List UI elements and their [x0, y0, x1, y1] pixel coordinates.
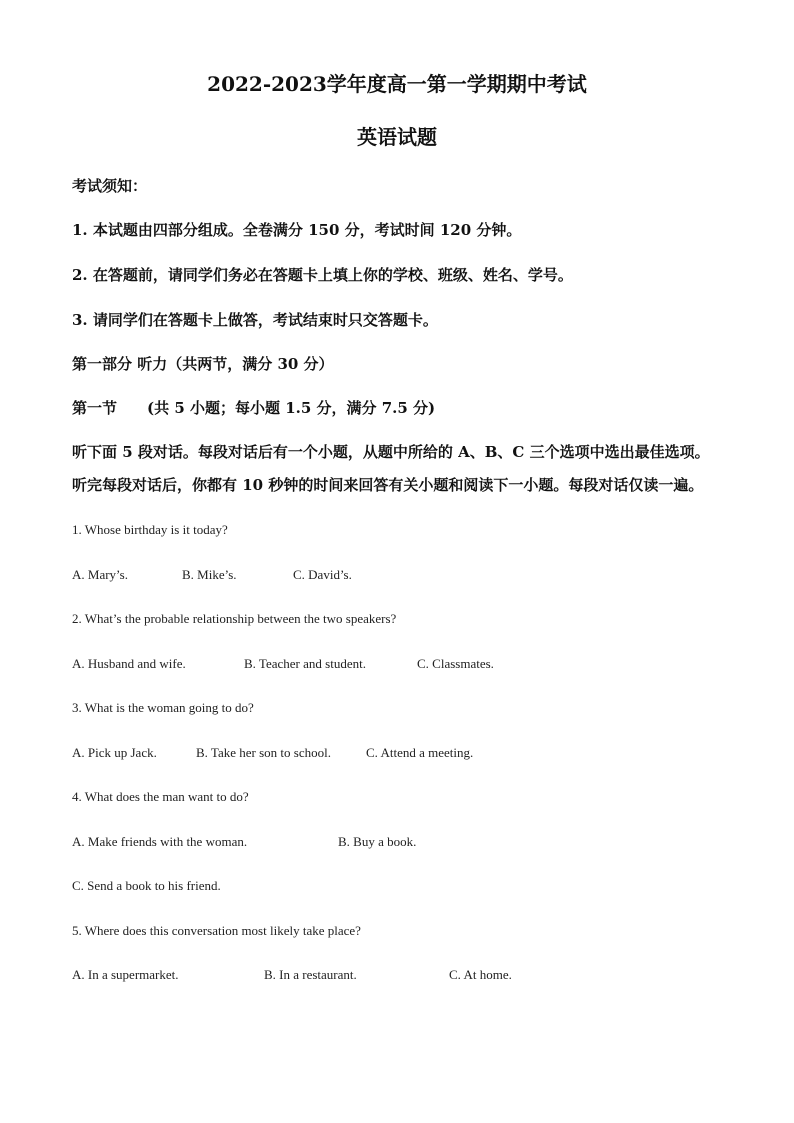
- instructions-line-1: 听下面 5 段对话。每段对话后有一个小题，从题中所给的 A、B、C 三个选项中选出最佳选项。: [72, 443, 710, 461]
- question-4-option-a: A. Make friends with the woman.: [72, 834, 248, 849]
- question-5-option-b: B. In a restaurant.: [264, 967, 357, 982]
- question-1-option-c: C. David’s.: [293, 567, 352, 582]
- question-1-option-b: B. Mike’s.: [182, 567, 237, 582]
- question-2-option-b: B. Teacher and student.: [244, 656, 366, 671]
- exam-subtitle: 英语试题: [357, 125, 437, 149]
- notice-item-3: 3. 请同学们在答题卡上做答，考试结束时只交答题卡。: [72, 311, 438, 329]
- question-4-text: 4. What does the man want to do?: [72, 789, 249, 804]
- section1-info: (共 5 小题；每小题 1.5 分，满分 7.5 分): [147, 399, 436, 417]
- question-5-option-c: C. At home.: [449, 967, 512, 982]
- question-3-text: 3. What is the woman going to do?: [72, 700, 254, 715]
- question-2-option-c: C. Classmates.: [417, 656, 494, 671]
- notice-item-2: 2. 在答题前，请同学们务必在答题卡上填上你的学校、班级、姓名、学号。: [72, 266, 573, 284]
- instructions-line-2: 听完每段对话后，你都有 10 秒钟的时间来回答有关小题和阅读下一小题。每段对话仅读一遍。: [72, 476, 704, 494]
- section1-label: 第一节: [72, 399, 118, 417]
- question-4-option-b: B. Buy a book.: [338, 834, 417, 849]
- question-2-text: 2. What’s the probable relationship between the two speakers?: [72, 611, 397, 626]
- question-1-option-a: A. Mary’s.: [72, 567, 128, 582]
- question-2-option-a: A. Husband and wife.: [72, 656, 186, 671]
- question-3-option-c: C. Attend a meeting.: [366, 745, 474, 760]
- question-1-text: 1. Whose birthday is it today?: [72, 522, 228, 537]
- question-5-option-a: A. In a supermarket.: [72, 967, 179, 982]
- question-3-option-a: A. Pick up Jack.: [72, 745, 157, 760]
- notice-heading: 考试须知：: [72, 177, 148, 195]
- question-4-option-c: C. Send a book to his friend.: [72, 878, 221, 893]
- question-5-text: 5. Where does this conversation most likely take place?: [72, 923, 361, 938]
- question-3-option-b: B. Take her son to school.: [196, 745, 331, 760]
- exam-title: 2022-2023学年度高一第一学期期中考试: [207, 72, 587, 96]
- notice-item-1: 1. 本试题由四部分组成。全卷满分 150 分，考试时间 120 分钟。: [72, 221, 522, 239]
- part1-heading: 第一部分 听力（共两节，满分 30 分）: [72, 355, 334, 373]
